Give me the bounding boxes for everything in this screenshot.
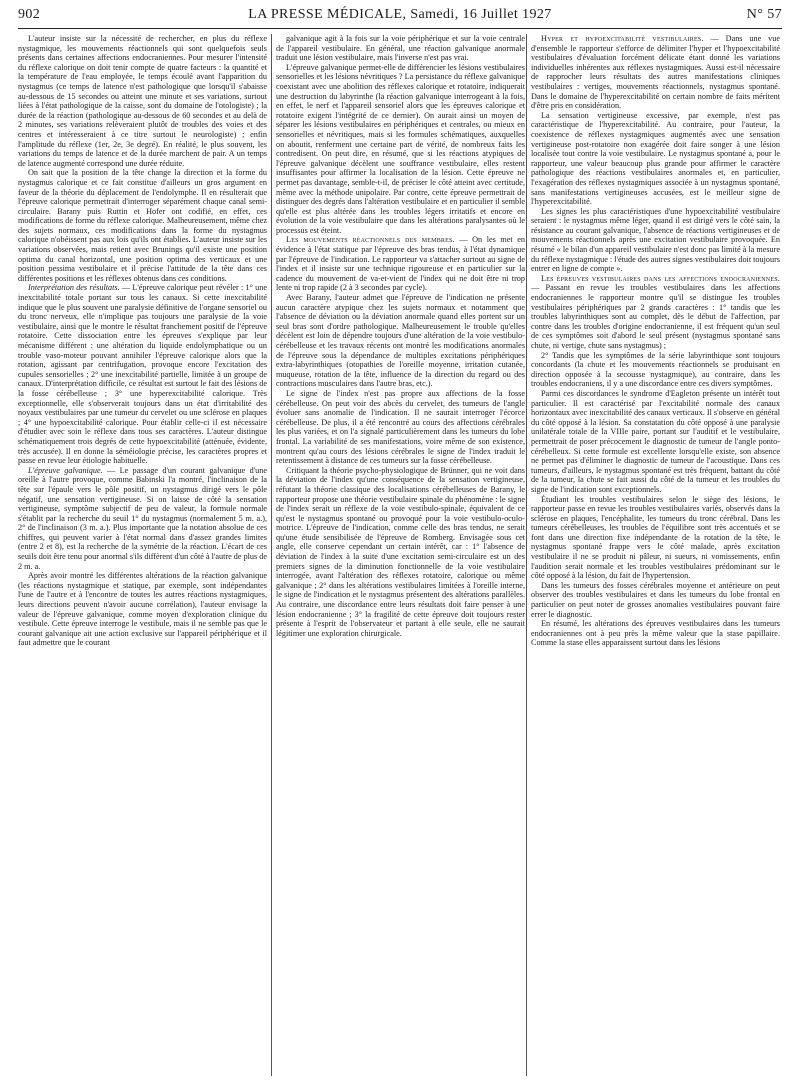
text-column-1: [18, 34, 267, 1076]
journal-title: LA PRESSE MÉDICALE, Samedi, 16 Juillet 1927: [248, 7, 552, 22]
article-paragraph: [276, 293, 525, 389]
section-heading: L'épreuve galvanique.: [28, 465, 103, 475]
paragraph-text: Les signes les plus caractéristiques d'une hypoexcitabilité vestibulaire seraient : le nystagmus même léger, quand il est dirigé vers le côté sain, la résistance au courant galvanique, l'absence de réactions vertigineuses et de mouvements réactionnels après une excitation vestibulaire provoquée. En résumé « le bilan d'un appareil vestibulaire n'est donc pas limité à la mesure du réflexe nystagmique : l'étude des autres signes vestibulaires doit toujours entrer en ligne de compte ».: [531, 206, 780, 274]
section-heading: Les épreuves vestibulaires dans les affections endocraniennes.: [541, 273, 780, 283]
paragraph-text: Avec Barany, l'auteur admet que l'épreuve de l'indication ne présente aucun caractère atypique chez les sujets normaux et notamment que l'absence de déviation ou la déviation anormale quand elles portent sur un seul bras sont d'ordre pathologique. Malheureusement le trouble qu'elles décèlent est loin de dépendre toujours d'une altération de la voie vestibulo-cérébelleuse et les travaux récents ont montré les modifications anormales de l'épreuve sous la dépendance de multiples excitations périphériques extra-labyrinthiques (otopathies de l'oreille moyenne, irritation cutanée, muqueuse, rotation de la tête, influence de la direction du regard ou des contractions musculaires dans l'autre bras, etc.).: [276, 293, 525, 389]
article-paragraph: [276, 466, 525, 639]
page-header: [18, 4, 782, 29]
page-number: 902: [18, 7, 41, 22]
text-column-2: [276, 34, 525, 1076]
article-paragraph: [531, 389, 780, 495]
section-heading: Hyper et hypoexcitabilité vestibulaires.: [541, 34, 704, 43]
paragraph-text: — On les met en évidence à l'état statique par l'épreuve des bras tendus, à l'état dynamique par l'épreuve de l'indication. Le rapporteur va s'attacher surtout au signe de l'index et il insiste sur une technique rigoureuse et en particulier sur la cadence du mouvement de va-et-vient de l'index qui ne doit être ni trop lente ni trop rapide (2 à 3 secondes par cycle).: [276, 235, 525, 293]
paragraph-text: La sensation vertigineuse excessive, par exemple, n'est pas caractéristique de l'hyperexcitabilité. Au contraire, pour l'auteur, la coexistence de réflexes nystagmiques augmentés avec une sensation vertigineuse post-rotatoire non exagérée doit faire songer à une lésion localisée tout contre la voie vestibulaire. Le nystagmus spontané a, pour le rapporteur, une valeur beaucoup plus grande pour affirmer le caractère pathologique des réactions vestibulaires anormales et, en particulier, l'exagération des réflexes nystagmiques associée à un nystagmus spontané, sans manifestations vertigineuses accusées, est le meilleur signe de l'hyperexcitabilité.: [531, 110, 780, 207]
section-heading: Interprétation des résultats.: [28, 283, 120, 293]
article-paragraph: [531, 351, 780, 389]
paragraph-text: Le signe de l'index n'est pas propre aux affections de la fosse cérébelleuse. On peut voir des abcès du cervelet, des tumeurs de l'angle évoluer sans anomalie de l'indication. Il ne saurait interroger l'écorce cérébelleuse. De plus, il a été rencontré au cours des affections cérébrales les plus variées, et on l'a signalé particulièrement dans les tumeurs du lobe frontal. La variabilité de ses manifestations, voire même de son existence, montrent qu'au cours des lésions cérébrales le signe de l'index traduit le retentissement à distance de ces tumeurs sur la fosse cérébelleuse.: [276, 388, 525, 466]
article-paragraph: [276, 63, 525, 236]
article-paragraph: [18, 168, 267, 283]
text-column-3: [531, 34, 780, 1076]
article-paragraph: [276, 389, 525, 466]
paragraph-text: — L'épreuve calorique peut révéler : 1° une inexcitabilité totale portant sur tous les canaux. Si cette inexcitabilité indique que le plus souvent une paralysie définitive de l'organe sensoriel ou du tronc nerveux, elle n'implique pas toujours une paralysie de la voie vestibulaire, ainsi que le montre le résultat franchement positif de l'épreuve rotatoire. Cette dissociation entre les épreuves s'explique par leur mécanisme différent : une altération du liquide endolymphatique ou un trouble vaso-moteur pouvant annihiler l'épreuve calorique alors que la rotation, agissant par centrifugation, provoque encore l'excitation des cupules sensorielles ; 2° une inexcitabilité partielle, limitée à un groupe de canaux. D'interprétation difficile, ce résultat est surtout le fait des lésions de la fosse cérébelleuse ; 3° une hyperexcitabilité calorique. Très exceptionnelle, elle s'observerait toujours dans un état d'irritabilité des noyaux vestibulaires par une tumeur du cervelet ou une sclérose en plaques ; 4° une hypoexcitabilité calorique. Pour établir celle-ci il est nécessaire d'étudier avec soin le réflexe dans tous ses caractères. L'auteur distingue schématiquement trois degrés de cette hypoexcitabilité (atténuée, évidente, très accusée). Il en donne la séméiologie précise, les caractères propres et passe en revue leur étiologie habituelle.: [18, 283, 267, 466]
paragraph-text: — Passant en revue les troubles vestibulaires dans les affections endocraniennes le rapporteur montre qu'il se distingue les troubles vestibulaires périphériques par 2 grands caractères : 1° tandis que les troubles labyrinthiques sont au complet, dès le début de l'affection, par contre dans les troubles d'origine endocranienne, il est fréquent qu'un seul de ces symptômes soit d'abord le seul présent (nystagmus spontané sans chute, ni vertige, chute sans nystagmus) ;: [531, 283, 780, 350]
paragraph-text: L'épreuve galvanique permet-elle de différencier les lésions vestibulaires sensorielles et les lésions névritiques ? La persistance du réflexe galvanique coexistant avec une abolition des réflexes calorique et rotatoire, indiquerait une destruction du labyrinthe (la réaction galvanique interrogeant à la fois, en effet, le nerf et l'appareil sensoriel alors que les épreuves calorique et rotatoire exigent l'intégrité de ce dernier). On aurait ainsi un moyen de séparer les lésions vestibulaires en périphériques et centrales, ou mieux en sensorielles et névritiques, mais si les formules schématiques, auxquelles on aboutit, renferment une certaine part de vérité, de nombreux faits les contredisent. On peut dire, en résumé, que si les réactions atypiques de l'épreuve galvanique décèlent une souffrance vestibulaire, elles restent insuffisantes pour affirmer la localisation de la lésion. Cette épreuve ne permet pas davantage, semble-t-il, de préciser le côté atteint avec certitude, même avec la méthode unipolaire. Par contre, cette épreuve permettrait de distinguer des degrés dans l'altération vestibulaire et en particulier il semble qu'elle est plus altérée dans les troubles légers irritatifs et encore en évolution de la voie vestibulaire que dans les altérations paralysantes où le processus est éteint.: [276, 62, 525, 235]
paragraph-text: Parmi ces discordances le syndrome d'Eagleton présente un intérêt tout particulier. Il est caractérisé par l'excitabilité normale des canaux horizontaux avec inexcitabilité des canaux verticaux. Il s'observe en général du côté opposé à la lésion. Sa constatation du côté opposé à une paralysie unilatérale totale de la VIIIe paire, portant sur l'auditif et le vestibulaire, permettrait de poser précocement le diagnostic de tumeur de l'angle ponto-cérébelleux. Si cette formule est excellente lorsqu'elle existe, son absence ne permet pas d'éliminer le diagnostic de tumeur de l'acoustique. Dans ces tumeurs, d'ailleurs, le nystagmus spontané est très fréquent, battant du côté de la tumeur, la chute se fait aussi du côté de la tumeur et les troubles du signe de l'indication sont exceptionnels.: [531, 388, 780, 494]
article-paragraph: [531, 619, 780, 648]
article-paragraph: [18, 466, 267, 572]
paragraph-text: L'auteur insiste sur la nécessité de rechercher, en plus du réflexe nystagmique, les mouvements réactionnels qui sont quelquefois seuls présents dans certaines affections endocraniennes. Pour mesurer l'intensité du réflexe calorique on doit tenir compte de quatre facteurs : la quantité et la température de l'eau employée, le temps écoulé avant l'apparition du nystagmus (ce temps de latence n'est pathologique que lorsqu'il s'abaisse au-dessous de 15 secondes ou atteint une minute et ses variations, surtout liées à l'état pathologique de la caisse, sont du domaine de l'otologiste) ; la durée de la réaction (pathologique au-dessous de 60 secondes et au delà de 2 minutes, ses variations relèveraient plutôt de troubles des voies et des centres et intéresseraient à ce titre surtout le neurologiste) ; enfin l'amplitude du réflexe (1er, 2e, 3e degré). En réalité, le plus souvent, les variations du temps de latence et de la durée marchent de pair. A un temps de latence augmenté correspond une durée réduite.: [18, 34, 267, 168]
paragraph-text: 2° Tandis que les symptômes de la série labyrinthique sont toujours concordants (la chute et les mouvements réactionnels se produisant en direction opposée à la secousse nystagmique), au contraire, dans les troubles endocraniens, il y a une discordance entre ces divers symptômes.: [531, 350, 780, 389]
column-divider: [526, 34, 527, 1076]
section-heading: Les mouvements réactionnels des membres.: [286, 235, 455, 245]
column-divider: [271, 34, 272, 1076]
article-paragraph: [531, 581, 780, 619]
article-paragraph: [18, 283, 267, 465]
article-paragraph: [276, 235, 525, 293]
paragraph-text: On sait que la position de la tête change la direction et la forme du nystagmus calorique et ce fait constitue d'ailleurs un gros argument en faveur de la théorie du déplacement de l'endolymphe. Il en résulterait que l'épreuve calorique permettrait d'interroger séparément chaque canal semi-circulaire. Barany puis Ruttin et Hofer ont codifié, en effet, ces modifications de forme du réflexe calorique. Malheureusement, même chez des sujets normaux, ces modifications dans la forme du nystagmus calorique n'obéissent pas aux lois qu'ils ont établies. L'auteur insiste sur les variations observées, mais retient avec Brunings qu'il existe une position optima du canal horizontal, une position optima des verticaux et une position pessima vestibulaire et il précise l'attitude de la tête dans ces différentes positions et les réflexes obtenus dans ces conditions.: [18, 168, 267, 283]
article-paragraph: [18, 34, 267, 168]
article-paragraph: [531, 495, 780, 581]
article-paragraph: [18, 571, 267, 648]
paragraph-text: En résumé, les altérations des épreuves vestibulaires dans les tumeurs endocraniennes ont à peu près la même valeur que la stase papillaire. Comme la stase elles apparaissent surtout dans les lésions: [531, 619, 780, 648]
paragraph-text: Après avoir montré les différentes altérations de la réaction galvanique (les réactions nystagmique et statique, par exemple, sont indépendantes l'une de l'autre et à l'encontre de toutes les autres réactions nystagmiques, leurs directions peuvent n'avoir aucune corrélation), l'auteur envisage la valeur de l'épreuve galvanique, comme moyen d'exploration clinique du vestibule. Cette épreuve interroge le vestibule, mais il ne semble pas que le courant galvanique ait une action exclusive sur l'appareil périphérique et il faut admettre que le courant: [18, 571, 267, 648]
paragraph-text: Étudiant les troubles vestibulaires selon le siège des lésions, le rapporteur passe en revue les troubles vestibulaires variés, observés dans la sclérose en plaques, l'encéphalite, les tumeurs du tronc cérébral. Dans les tumeurs cérébelleuses, les troubles de l'équilibre sont très accentués et se font dans une direction fixe indépendante de la rotation de la tête, le nystagmus spontané frappe vers le côté malade, après excitation vestibulaire il ne se produit ni pâleur, ni sueurs, ni vomissements, enfin l'audition serait normale et les troubles vestibulaires prédominant sur le côté opposé à la lésion, du fait de l'hypertension.: [531, 494, 780, 581]
issue-number: N° 57: [746, 7, 782, 22]
paragraph-text: — Le passage d'un courant galvanique d'une oreille à l'autre provoque, comme Babinski l'a montré, l'inclinaison de la tête sur l'épaule vers le pôle positif, un nystagmus dirigé vers le pôle négatif, une sensation vertigineuse. Si on laisse de côté la sensation vertigineuse, symptôme subjectif de peu de valeur, la formule normale s'établit par la recherche du seuil 1° du nystagmus (normalement 5 m. a.), 2° de l'inclinaison (3 m. a.). Plus importante que la notation absolue de ces chiffres, qui peuvent varier à l'état normal dans d'assez grandes limites (entre 2 et 8), est la recherche de la symétrie de la réaction. L'écart de ces seuils doit être tenu pour anormal s'ils diffèrent d'un côté à l'autre de plus de 2 m. a.: [18, 465, 267, 571]
article-paragraph: [531, 111, 780, 207]
article-paragraph: [531, 274, 780, 351]
paragraph-text: galvanique agit à la fois sur la voie périphérique et sur la voie centrale de l'appareil vestibulaire. En général, une réaction galvanique anormale traduit une lésion vestibulaire, mais l'inverse n'est pas vrai.: [276, 34, 525, 63]
article-paragraph: [531, 207, 780, 274]
article-paragraph: [531, 34, 780, 111]
paragraph-text: Dans les tumeurs des fosses cérébrales moyenne et antérieure on peut observer des troubles vestibulaires et dans les tumeurs du lobe frontal en particulier on peut noter de grosses anomalies vestibulaires pouvant faire errer le diagnostic.: [531, 580, 780, 619]
paragraph-text: — Dans une vue d'ensemble le rapporteur s'efforce de délimiter l'hyper et l'hypoexcitabilité vestibulaires d'évaluation forcément délicate étant donné les variations individuelles inhérentes aux réflexes nystagmiques. Aussi est-il nécessaire de rapprocher leurs résultats des autres manifestations cliniques vestibulaires : vertiges, mouvements réactionnels, nystagmus spontané. Dans le domaine de l'hyperexcitabilité on certain nombre de faits méritent d'être pris en considération.: [531, 34, 780, 111]
paragraph-text: Critiquant la théorie psycho-physiologique de Brünner, qui ne voit dans la déviation de l'index qu'une conséquence de la sensation vertigineuse, réfutant la théorie classique des localisations cérébelleuses de Barany, le rapporteur propose une théorie vestibulaire spinale du phénomène : le signe de l'index serait un réflexe de la voie vestibulo-spinale, équivalent de ce qu'est le nystagmus spontané ou provoqué pour la voie vestibulo-oculo-motrice. L'épreuve de l'indication, comme celle des bras tendus, ne serait qu'une étude sensibilisée de l'épreuve de Romberg. Envisagée sous cet angle, elle conserve cependant un certain intérêt, car : 1° l'absence de déviation de l'index à la suite d'une excitation semi-circulaire est un des premiers signes de la diminution fonctionnelle de la voie vestibulaire interrogée, avant l'altération des réflexes rotatoire, calorique ou même galvanique ; 2° dans les altérations vestibulaires limitées à l'oreille interne, le signe de l'indication et le nystagmus présentent des altérations parallèles. Au contraire, une discordance entre leurs résultats doit faire penser à une lésion endocranienne ; 3° la fragilité de cette épreuve doit toujours rester présente à l'esprit de l'observateur et partant à elle seule, elle ne saurait légitimer une exploration chirurgicale.: [276, 465, 525, 638]
article-paragraph: [276, 34, 525, 63]
